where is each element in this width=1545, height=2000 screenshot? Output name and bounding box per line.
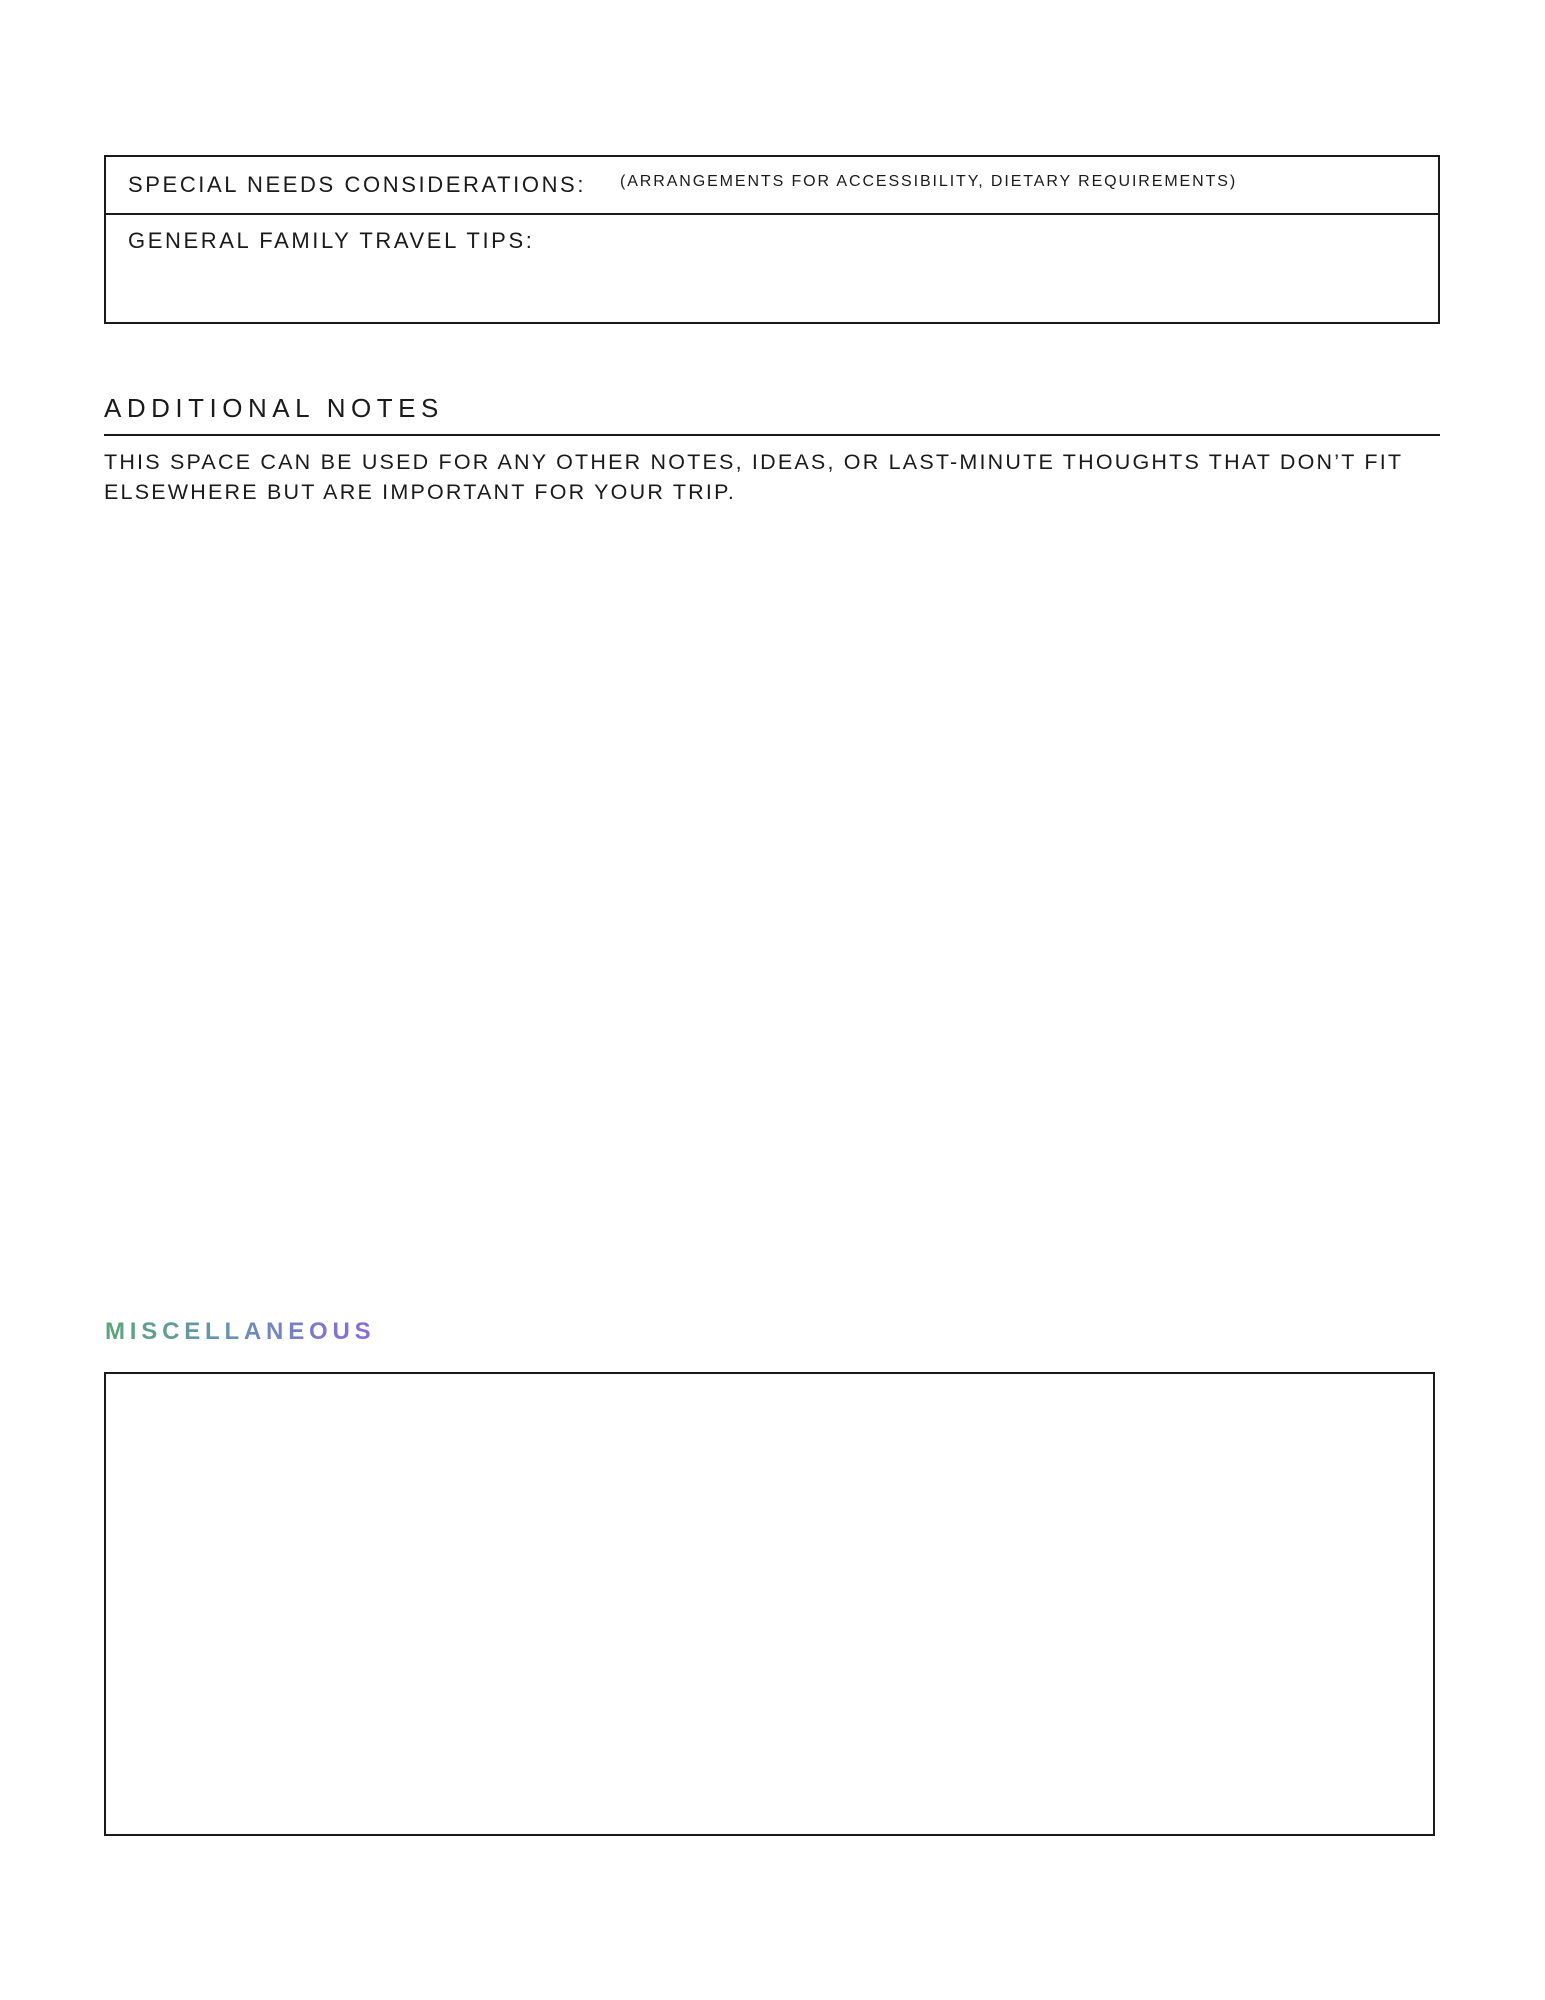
miscellaneous-heading: MISCELLANEOUS (105, 1318, 376, 1345)
travel-info-table (104, 155, 1440, 324)
special-needs-row[interactable] (106, 157, 1438, 215)
additional-notes-description: THIS SPACE CAN BE USED FOR ANY OTHER NOTES, IDEAS, OR LAST-MINUTE THOUGHTS THAT DON’T FIT ELSEWHERE BUT ARE IMPORTANT FOR YOUR TRIP. (104, 450, 1403, 504)
travel-tips-row[interactable] (106, 215, 1438, 322)
special-needs-hint: (ARRANGEMENTS FOR ACCESSIBILITY, DIETARY REQUIREMENTS) (620, 173, 1238, 190)
travel-tips-label: GENERAL FAMILY TRAVEL TIPS: (128, 228, 535, 253)
additional-notes-heading: ADDITIONAL NOTES (104, 393, 444, 423)
additional-notes-divider (104, 434, 1440, 436)
miscellaneous-writing-box[interactable] (104, 1372, 1435, 1836)
special-needs-label: SPECIAL NEEDS CONSIDERATIONS: (128, 172, 587, 197)
